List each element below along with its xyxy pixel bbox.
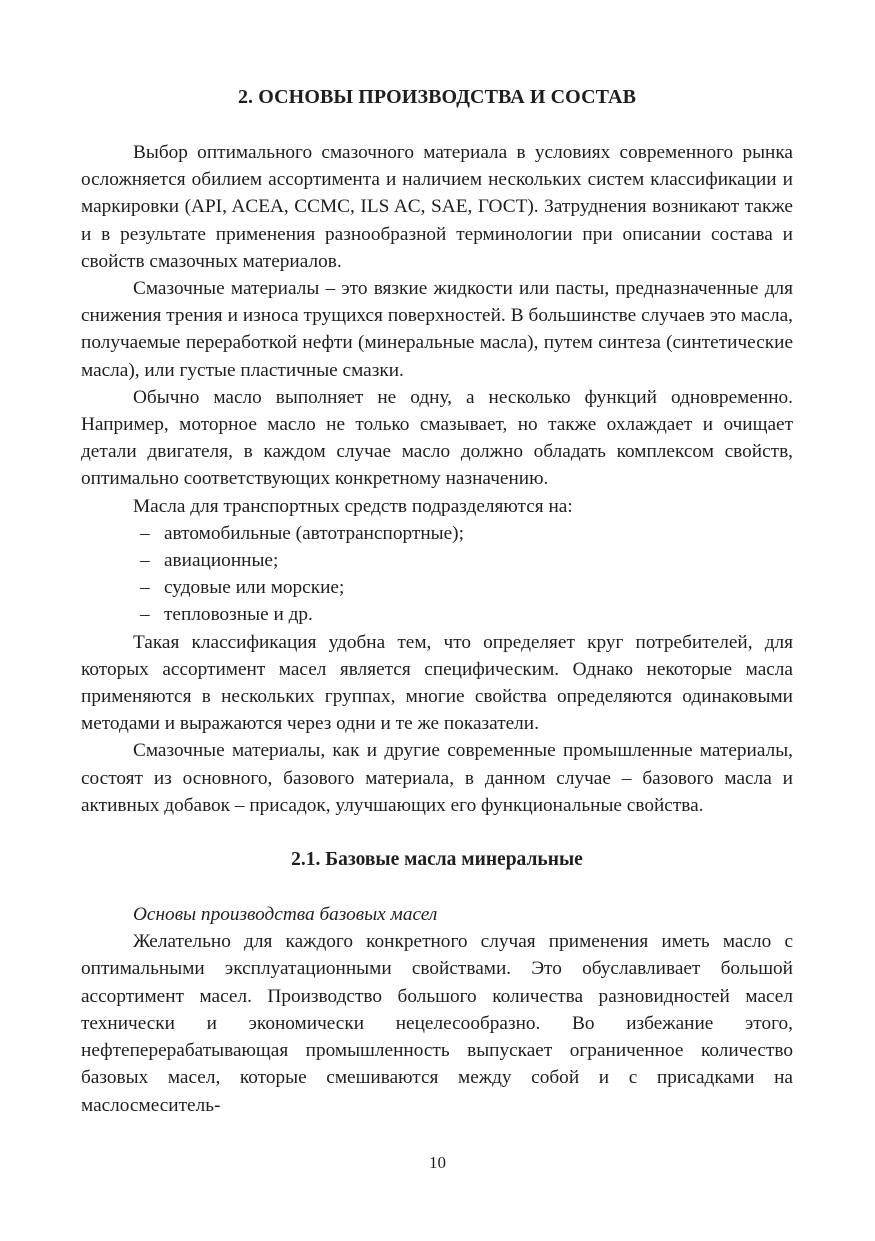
paragraph-functions: Обычно масло выполняет не одну, а несколько функций одновременно. Например, моторное масло не только смазывает, но также охлаждает и очищает детали двигателя, в каждом случае масло должно обладать комплексом свойств, оптимально соответствующих конкретному назначению. [81,386,793,490]
paragraph-intro: Выбор оптимального смазочного материала в условиях современного рынка осложняется обилием ассортимента и наличием нескольких систем классификации и маркировки (API, ACEA, CCMC, ILS AC, SAE, ГОСТ). Затруднения возникают также и в результате применения разнообразной терминологии при описании состава и свойств смазочных материалов. [81,142,793,272]
dash-marker: – [140,577,150,599]
list-item [140,601,793,628]
list-item-text: авиационные; [164,550,279,572]
list-item [140,520,793,547]
list-item [140,547,793,574]
oil-types-list [81,520,793,629]
chapter-title: 2. ОСНОВЫ ПРОИЗВОДСТВА И СОСТАВ [237,86,637,108]
paragraph-composition: Смазочные материалы, как и другие современные промышленные материалы, состоят из основного, базового материала, в данном случае – базового масла и активных добавок – присадок, улучшающих его функциональные свойства. [81,740,793,816]
page-content [81,84,793,1119]
list-item-text: судовые или морские; [164,577,345,599]
dash-marker: – [140,522,150,544]
dash-marker: – [140,550,150,572]
subsection-title: Основы производства базовых масел [133,904,438,926]
paragraph-list-intro: Масла для транспортных средств подразделяются на: [133,495,573,517]
paragraph-definition: Смазочные материалы – это вязкие жидкости или пасты, предназначенные для снижения трения и износа трущихся поверхностей. В большинстве случаев это масла, получаемые переработкой нефти (минеральные масла), путем синтеза (синтетические масла), или густые пластичные смазки. [81,278,793,381]
list-item-text: тепловозные и др. [164,604,313,626]
list-item-text: автомобильные (автотранспортные); [164,522,464,544]
paragraph-classification: Такая классификация удобна тем, что определяет круг потребителей, для которых ассортимент масел является специфическим. Однако некоторые масла применяются в нескольких группах, многие свойства определяются одинаковыми методами и выражаются через одни и те же показатели. [81,631,793,735]
section-title: 2.1. Базовые масла минеральные [291,849,583,871]
dash-marker: – [140,604,150,626]
page-number: 10 [429,1153,446,1172]
list-item [140,574,793,601]
paragraph-production: Желательно для каждого конкретного случая применения иметь масло с оптимальными эксплуатационными свойствами. Это обуславливает большой ассортимент масел. Производство большого количества разновидностей масел технически и экономически нецелесообразно. Во избежание этого, нефтеперерабатывающая промышленность выпускает ограниченное количество базовых масел, которые смешиваются между собой и с присадками на маслосмеситель- [81,931,793,1116]
chapter-body [81,139,793,1119]
